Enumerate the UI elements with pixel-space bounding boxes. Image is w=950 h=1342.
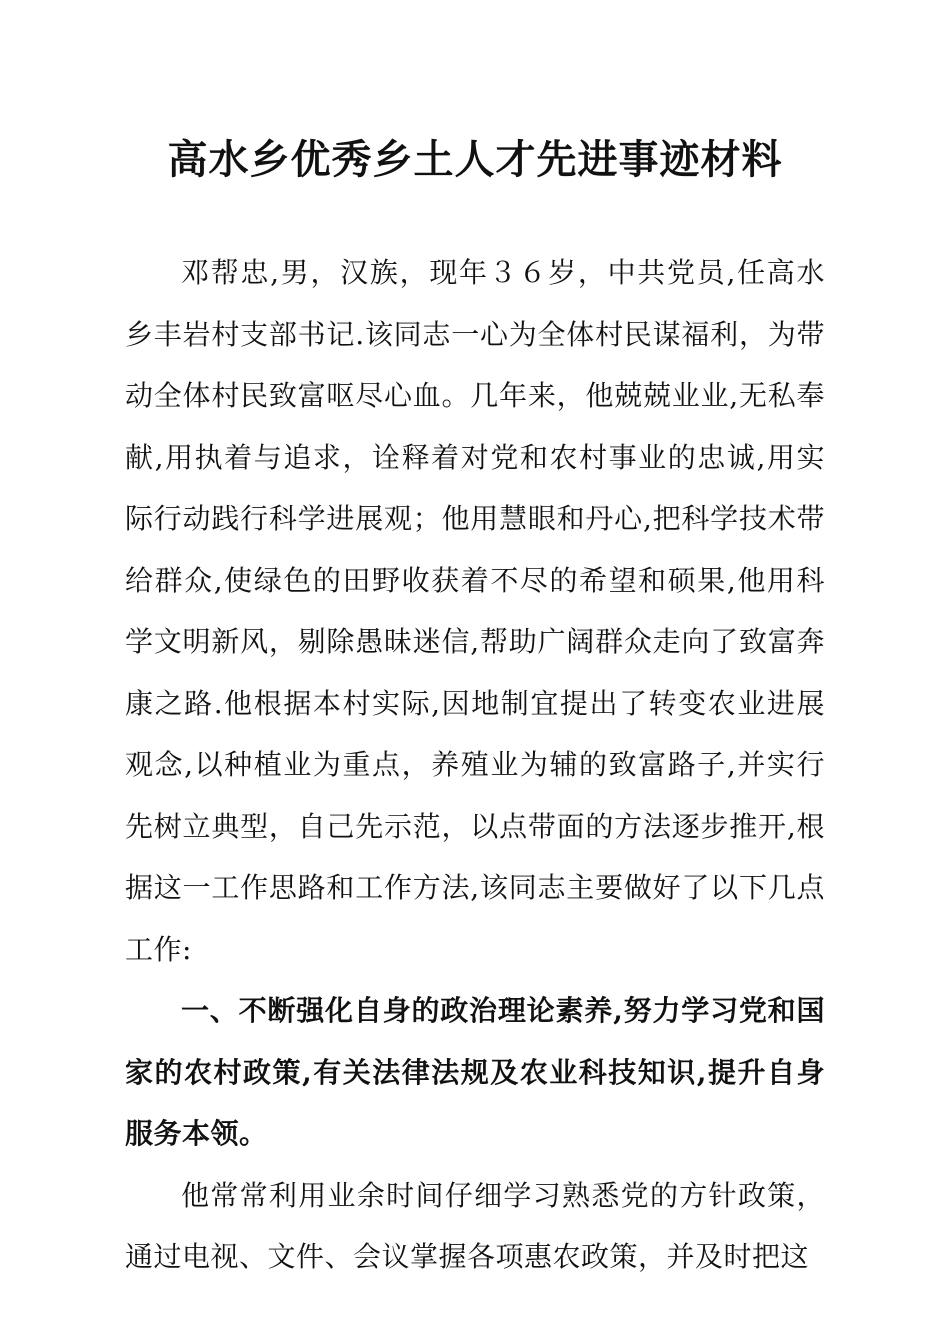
section-heading-1: 一、不断强化自身的政治理论素养,努力学习党和国家的农村政策,有关法律法规及农业科技知识,提升自身服务本领。 bbox=[125, 994, 825, 1150]
paragraph-section-1: 他常常利用业余时间仔细学习熟悉党的方针政策，通过电视、文件、会议掌握各项惠农政策，并及时把这 bbox=[125, 1178, 825, 1273]
document-body bbox=[125, 242, 825, 1288]
paragraph-intro: 邓帮忠,男，汉族，现年３６岁，中共党员,任高水乡丰岩村支部书记.该同志一心为全体村民谋福利，为带动全体村民致富呕尽心血。几年来，他兢兢业业,无私奉献,用执着与追求，诠释着对党和农村事业的忠诚,用实际行动践行科学进展观；他用慧眼和丹心,把科学技术带给群众,使绿色的田野收获着不尽的希望和硕果,他用科学文明新风，剔除愚昧迷信,帮助广阔群众走向了致富奔康之路.他根据本村实际,因地制宜提出了转变农业进展观念,以种植业为重点，养殖业为辅的致富路子,并实行先树立典型，自己先示范，以点带面的方法逐步推开,根据这一工作思路和工作方法,该同志主要做好了以下几点工作: bbox=[125, 256, 825, 966]
document-title: 高水乡优秀乡土人才先进事迹材料 bbox=[167, 136, 783, 183]
